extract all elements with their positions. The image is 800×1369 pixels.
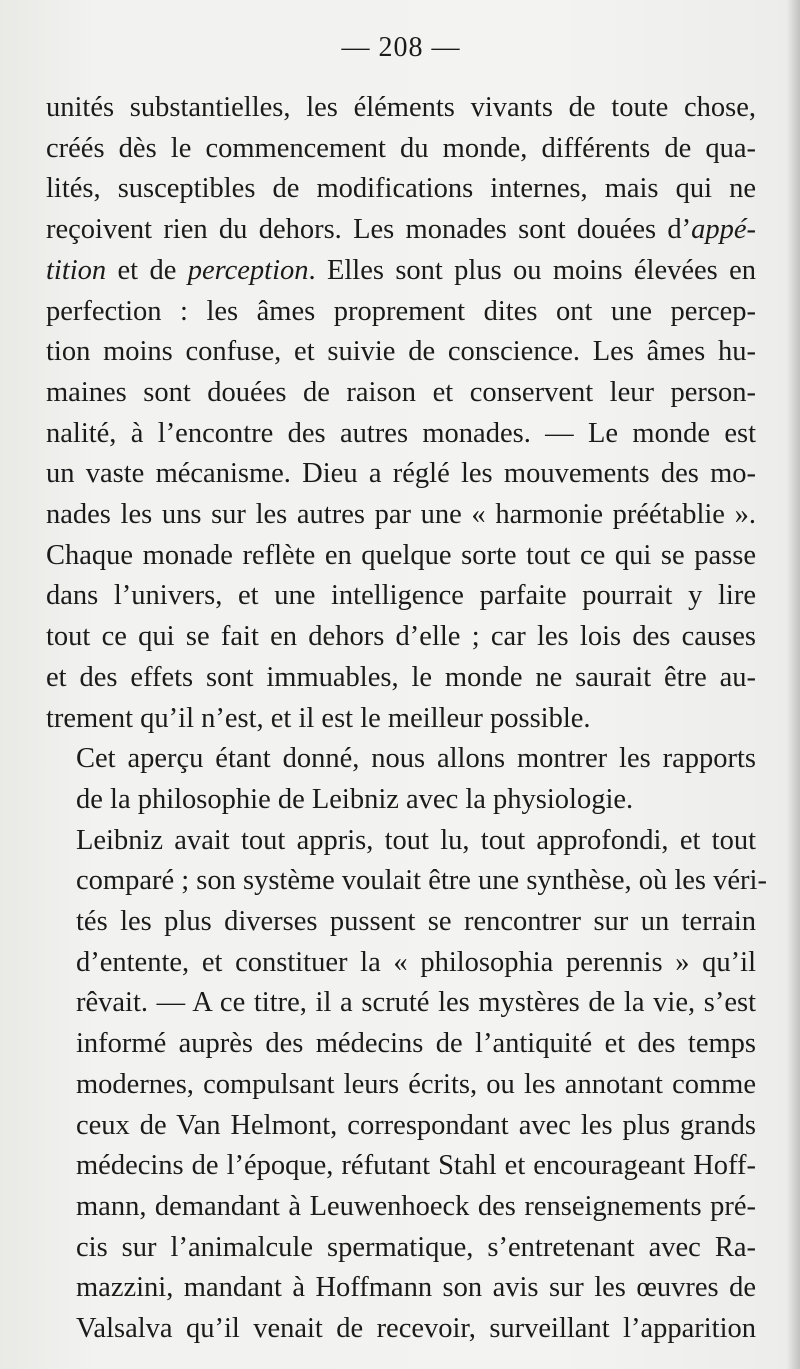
text-line: comparé ; son système voulait être une synthèse, où les véri-: [76, 865, 767, 897]
text-line: unités substantielles, les éléments vivants de toute chose,: [46, 92, 756, 123]
text-line: rêvait. — A ce titre, il a scruté les mystères de la vie, s’est: [76, 987, 756, 1019]
text-line: informé auprès des médecins de l’antiquité et des temps: [76, 1028, 756, 1060]
text-line: dans l’univers, et une intelligence parfaite pourrait y lire: [46, 580, 756, 612]
text-line: créés dès le commencement du monde, différents de qua-: [46, 132, 756, 164]
text-line: perfection : les âmes proprement dites ont une percep-: [46, 295, 756, 327]
text-line: nalité, à l’encontre des autres monades. — Le monde est: [46, 417, 756, 449]
text-line: de la philosophie de Leibniz avec la physiologie.: [76, 783, 634, 815]
text-line: lités, susceptibles de modifications internes, mais qui ne: [46, 173, 756, 205]
text-line: reçoivent rien du dehors. Les monades sont douées d’appé-: [46, 214, 756, 246]
text-line: tout ce qui se fait en dehors d’elle ; car les lois des causes: [46, 621, 756, 653]
text-line: tition et de perception. Elles sont plus ou moins élevées en: [46, 254, 756, 286]
text-line: médecins de l’époque, réfutant Stahl et encourageant Hoff-: [76, 1150, 756, 1182]
page-body-text: [46, 88, 767, 1350]
text-line: nades les uns sur les autres par une « harmonie préétablie ».: [46, 499, 756, 531]
italic-text: appé-: [691, 214, 756, 246]
text-line: tion moins confuse, et suivie de conscience. Les âmes hu-: [46, 336, 756, 368]
text-line: mann, demandant à Leuwenhoeck des renseignements pré-: [76, 1190, 756, 1222]
paragraph-3: [46, 821, 767, 1350]
text-line: trement qu’il n’est, et il est le meilleur possible.: [46, 702, 591, 734]
text-line: ceux de Van Helmont, correspondant avec les plus grands: [76, 1109, 756, 1141]
text-line: tés les plus diverses pussent se rencontrer sur un terrain: [76, 906, 756, 938]
text-line: Leibniz avait tout appris, tout lu, tout approfondi, et tout: [76, 824, 756, 856]
text-line: cis sur l’animalcule spermatique, s’entretenant avec Ra-: [76, 1231, 756, 1263]
text-line: un vaste mécanisme. Dieu a réglé les mouvements des mo-: [46, 458, 756, 490]
text-line: et des effets sont immuables, le monde ne saurait être au-: [46, 661, 756, 693]
paragraph-2: [46, 739, 756, 820]
paragraph-1: [46, 88, 756, 739]
text-line: mazzini, mandant à Hoffmann son avis sur les œuvres de: [76, 1272, 756, 1304]
text-line: Chaque monade reflète en quelque sorte tout ce qui se passe: [46, 539, 756, 571]
page-number: — 208 —: [341, 32, 461, 63]
page-edge-shadow: [786, 0, 800, 1369]
text-line: d’entente, et constituer la « philosophia perennis » qu’il: [76, 946, 756, 978]
italic-text: perception: [187, 254, 309, 286]
text-line: Valsalva qu’il venait de recevoir, surveillant l’apparition: [76, 1313, 756, 1345]
italic-text: tition: [46, 254, 107, 286]
text-line: maines sont douées de raison et conservent leur person-: [46, 376, 756, 408]
text-line: Cet aperçu étant donné, nous allons montrer les rapports: [76, 743, 756, 775]
text-line: modernes, compulsant leurs écrits, ou les annotant comme: [76, 1068, 756, 1100]
